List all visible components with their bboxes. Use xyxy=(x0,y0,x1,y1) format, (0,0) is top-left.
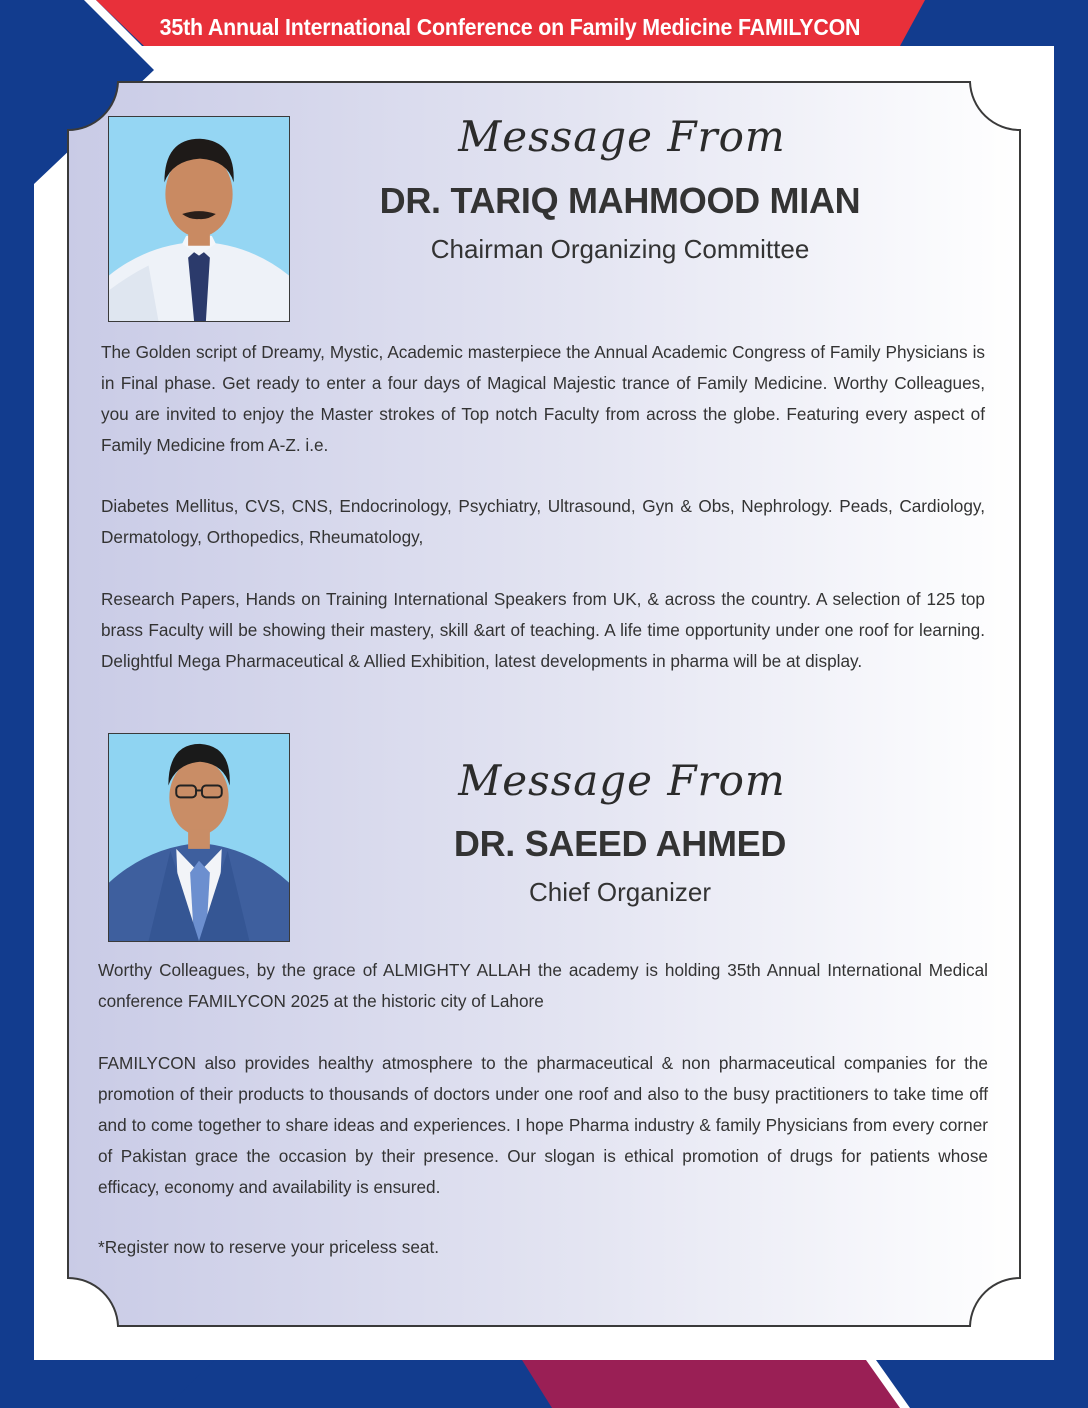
portrait-chief-organizer xyxy=(108,733,290,942)
chairman-message-paragraph-3: Research Papers, Hands on Training International Speakers from UK, & across the country. A selection of 125 top brass Faculty will be showing their mastery, skill &art of teaching. A life time opportunity under one roof for learning. Delightful Mega Pharmaceutical & Allied Exhibition, latest developments in pharma will be at display. xyxy=(101,589,985,671)
chairman-message-paragraph-2: Diabetes Mellitus, CVS, CNS, Endocrinology, Psychiatry, Ultrasound, Gyn & Obs, Nephrology. Peads, Cardiology, Dermatology, Orthopedics, Rheumatology, xyxy=(101,496,985,547)
chief-organizer-role: Chief Organizer xyxy=(528,877,712,907)
portrait-chairman xyxy=(108,116,290,322)
conference-banner-title: 35th Annual International Conference on Family Medicine FAMILYCON 2025 xyxy=(159,14,861,67)
chief-organizer-message-paragraph-1: Worthy Colleagues, by the grace of ALMIGHTY ALLAH the academy is holding 35th Annual International Medical conference FAMILYCON 2025 at the historic city of Lahore xyxy=(98,960,988,1011)
register-note: *Register now to reserve your priceless seat. xyxy=(98,1237,440,1257)
chairman-message-paragraph-1: The Golden script of Dreamy, Mystic, Academic masterpiece the Annual Academic Congress of Family Physicians is in Final phase. Get ready to enter a four days of Magical Majestic trance of Family Medicine. Worthy Colleagues, you are invited to enjoy the Master strokes of Top notch Faculty from across the globe. Featuring every aspect of Family Medicine from A-Z. i.e. xyxy=(101,342,985,455)
chairman-role: Chairman Organizing Committee xyxy=(430,234,810,264)
chief-organizer-name: DR. SAEED AHMED xyxy=(453,823,787,864)
chief-organizer-message-paragraph-2: FAMILYCON also provides healthy atmosphere to the pharmaceutical & non pharmaceutical companies for the promotion of their products to thousands of doctors under one roof and also to the busy practitioners to take time off and to come together to share ideas and experiences. I hope Pharma industry & family Physicians from every corner of Pakistan grace the occasion by their presence. Our slogan is ethical promotion of drugs for patients whose efficacy, economy and availability is ensured. xyxy=(98,1053,988,1197)
message-from-heading-1: Message From xyxy=(458,112,786,161)
message-from-heading-2: Message From xyxy=(458,756,786,805)
chairman-name: DR. TARIQ MAHMOOD MIAN xyxy=(379,180,861,221)
